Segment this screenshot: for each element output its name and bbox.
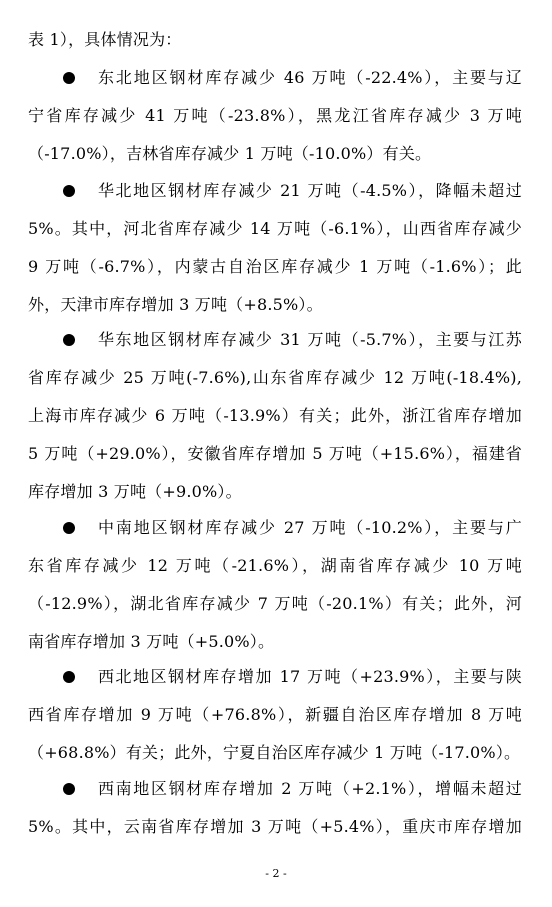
para-6-line-1: 西南地区钢材库存增加 2 万吨（+2.1%），增幅未超过 xyxy=(98,779,522,798)
para-1-line-2: 宁省库存减少 41 万吨（-23.8%），黑龙江省库存减少 3 万吨 xyxy=(28,106,522,125)
bullet-icon xyxy=(63,671,75,683)
para-3-line-3: 上海市库存减少 6 万吨（-13.9%）有关；此外，浙江省库存增加 xyxy=(28,406,522,425)
para-6-line-2: 5%。其中，云南省库存增加 3 万吨（+5.4%），重庆市库存增加 xyxy=(28,817,522,836)
intro-text: 表 1），具体情况为： xyxy=(28,30,182,49)
para-2-line-3: 9 万吨（-6.7%），内蒙古自治区库存减少 1 万吨（-1.6%）；此 xyxy=(28,257,522,276)
para-1-line-1: 东北地区钢材库存减少 46 万吨（-22.4%），主要与辽 xyxy=(98,68,522,87)
para-3-line-5: 库存增加 3 万吨（+9.0%）。 xyxy=(28,482,242,501)
para-4-line-3: （-12.9%），湖北省库存减少 7 万吨（-20.1%）有关；此外，河 xyxy=(28,594,522,613)
para-5-line-2: 西省库存增加 9 万吨（+76.8%），新疆自治区库存增加 8 万吨 xyxy=(28,705,522,724)
para-3-line-2: 省库存减少 25 万吨(-7.6%),山东省库存减少 12 万吨(-18.4%), xyxy=(28,368,522,387)
para-4-line-1: 中南地区钢材库存减少 27 万吨（-10.2%），主要与广 xyxy=(98,518,522,537)
para-1-line-3: （-17.0%），吉林省库存减少 1 万吨（-10.0%）有关。 xyxy=(28,144,432,163)
para-3-line-4: 5 万吨（+29.0%），安徽省库存增加 5 万吨（+15.6%），福建省 xyxy=(28,444,522,463)
bullet-icon xyxy=(63,185,75,197)
para-2-line-4: 外，天津市库存增加 3 万吨（+8.5%）。 xyxy=(28,295,323,314)
para-3-line-1: 华东地区钢材库存减少 31 万吨（-5.7%），主要与江苏 xyxy=(98,330,522,349)
bullet-icon xyxy=(63,522,75,534)
page-number: - 2 - xyxy=(265,867,287,880)
para-5-line-1: 西北地区钢材库存增加 17 万吨（+23.9%），主要与陕 xyxy=(98,667,522,686)
bullet-icon xyxy=(63,334,75,346)
para-2-line-2: 5%。其中，河北省库存减少 14 万吨（-6.1%），山西省库存减少 xyxy=(28,219,522,238)
para-5-line-3: （+68.8%）有关；此外，宁夏自治区库存减少 1 万吨（-17.0%）。 xyxy=(28,743,521,762)
bullet-icon xyxy=(63,783,75,795)
bullet-icon xyxy=(63,72,75,84)
para-4-line-4: 南省库存增加 3 万吨（+5.0%）。 xyxy=(28,632,275,651)
para-2-line-1: 华北地区钢材库存减少 21 万吨（-4.5%），降幅未超过 xyxy=(98,181,522,200)
para-4-line-2: 东省库存减少 12 万吨（-21.6%），湖南省库存减少 10 万吨 xyxy=(28,556,522,575)
